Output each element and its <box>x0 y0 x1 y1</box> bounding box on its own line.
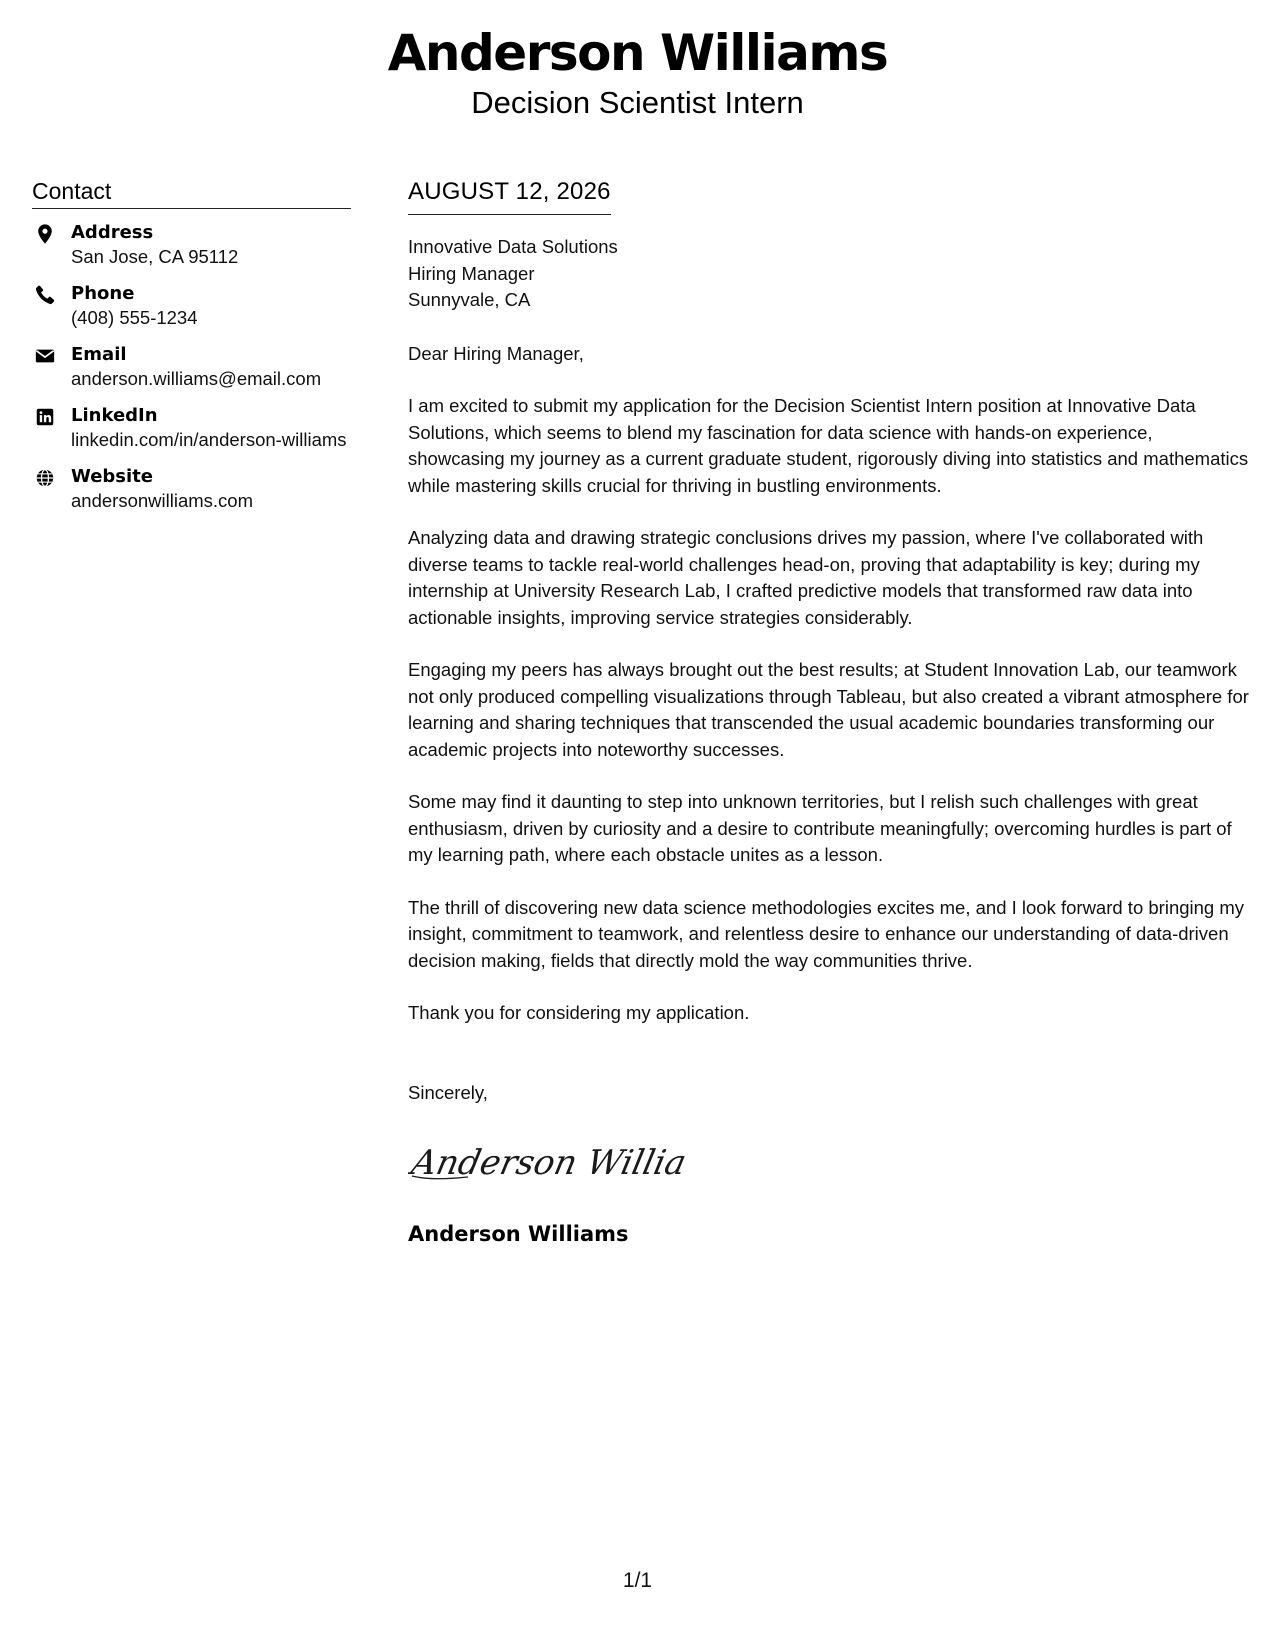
contact-label-linkedin: LinkedIn <box>71 405 158 426</box>
letter-paragraph: I am excited to submit my application for the Decision Scientist Intern position at Innovative Data Solutions, which seems to blend my fascination for data science with hands-on experience, showcasing my journey as a current graduate student, rigorously diving into statistics and mathematics while mastering skills crucial for thriving in bustling environments. <box>408 395 1249 496</box>
letter-paragraph: Engaging my peers has always brought out the best results; at Student Innovation Lab, our teamwork not only produced compelling visualizations through Tableau, but also created a vibrant atmosphere for learning and sharing techniques that transcended the usual academic boundaries transforming our academic projects into noteworthy successes. <box>408 659 1249 760</box>
contact-sidebar <box>32 176 351 526</box>
map-pin-icon <box>34 223 56 245</box>
contact-item-phone <box>32 282 351 330</box>
letter-date: AUGUST 12, 2026 <box>408 178 611 205</box>
contact-value-address: San Jose, CA 95112 <box>71 246 239 267</box>
recipient-company: Innovative Data Solutions <box>408 236 618 257</box>
contact-label-website: Website <box>71 466 154 487</box>
globe-icon <box>34 467 56 489</box>
handwritten-signature <box>408 1136 708 1188</box>
contact-value-linkedin: linkedin.com/in/anderson-williams <box>71 429 347 450</box>
contact-value-website: andersonwilliams.com <box>71 490 253 511</box>
contact-item-website <box>32 465 351 513</box>
cover-letter-body <box>408 177 1253 1248</box>
letter-paragraph: Some may find it daunting to step into unknown territories, but I relish such challenges with great enthusiasm, driven by curiosity and a desire to contribute meaningfully; overcoming hurdles is part of my learning path, where each obstacle unites as a lesson. <box>408 791 1232 865</box>
contact-value-phone: (408) 555-1234 <box>71 307 198 328</box>
svg-text:Anderson Willia: Anderson Willia <box>408 1143 690 1183</box>
signer-name: Anderson Williams <box>408 1222 629 1246</box>
letter-paragraph: The thrill of discovering new data science methodologies excites me, and I look forward to bringing my insight, commitment to teamwork, and relentless desire to enhance our understanding of data-driven decision making, fields that directly mold the way communities thrive. <box>408 896 1245 971</box>
recipient-title: Hiring Manager <box>408 262 535 284</box>
applicant-name: Anderson Williams <box>387 24 888 82</box>
letter-closing: Sincerely, <box>408 1081 488 1103</box>
contact-label-address: Address <box>71 222 154 243</box>
recipient-block <box>408 234 1253 314</box>
job-title: Decision Scientist Intern <box>471 85 804 120</box>
contact-label-email: Email <box>71 344 127 365</box>
contact-value-email: anderson.williams@email.com <box>71 368 322 389</box>
contact-item-linkedin <box>32 404 351 452</box>
recipient-location: Sunnyvale, CA <box>408 289 531 310</box>
contact-label-phone: Phone <box>71 283 135 304</box>
letter-date-block <box>408 177 611 215</box>
letter-paragraph: Analyzing data and drawing strategic conclusions drives my passion, where I've collaborated with diverse teams to tackle real-world challenges head-on, proving that adaptability is key; during my internship at University Research Lab, I crafted predictive models that transformed raw data into actionable insights, improving service strategies considerably. <box>408 527 1204 628</box>
contact-section-title: Contact <box>32 176 351 209</box>
contact-item-address <box>32 221 351 269</box>
phone-icon <box>34 284 56 306</box>
resume-header <box>0 22 1275 122</box>
contact-list <box>32 221 351 513</box>
email-icon <box>34 345 56 367</box>
letter-paragraph: Thank you for considering my application. <box>408 1002 750 1023</box>
letter-greeting: Dear Hiring Manager, <box>408 342 584 364</box>
contact-item-email <box>32 343 351 391</box>
page-number: 1/1 <box>622 1569 653 1592</box>
linkedin-icon <box>34 406 56 428</box>
